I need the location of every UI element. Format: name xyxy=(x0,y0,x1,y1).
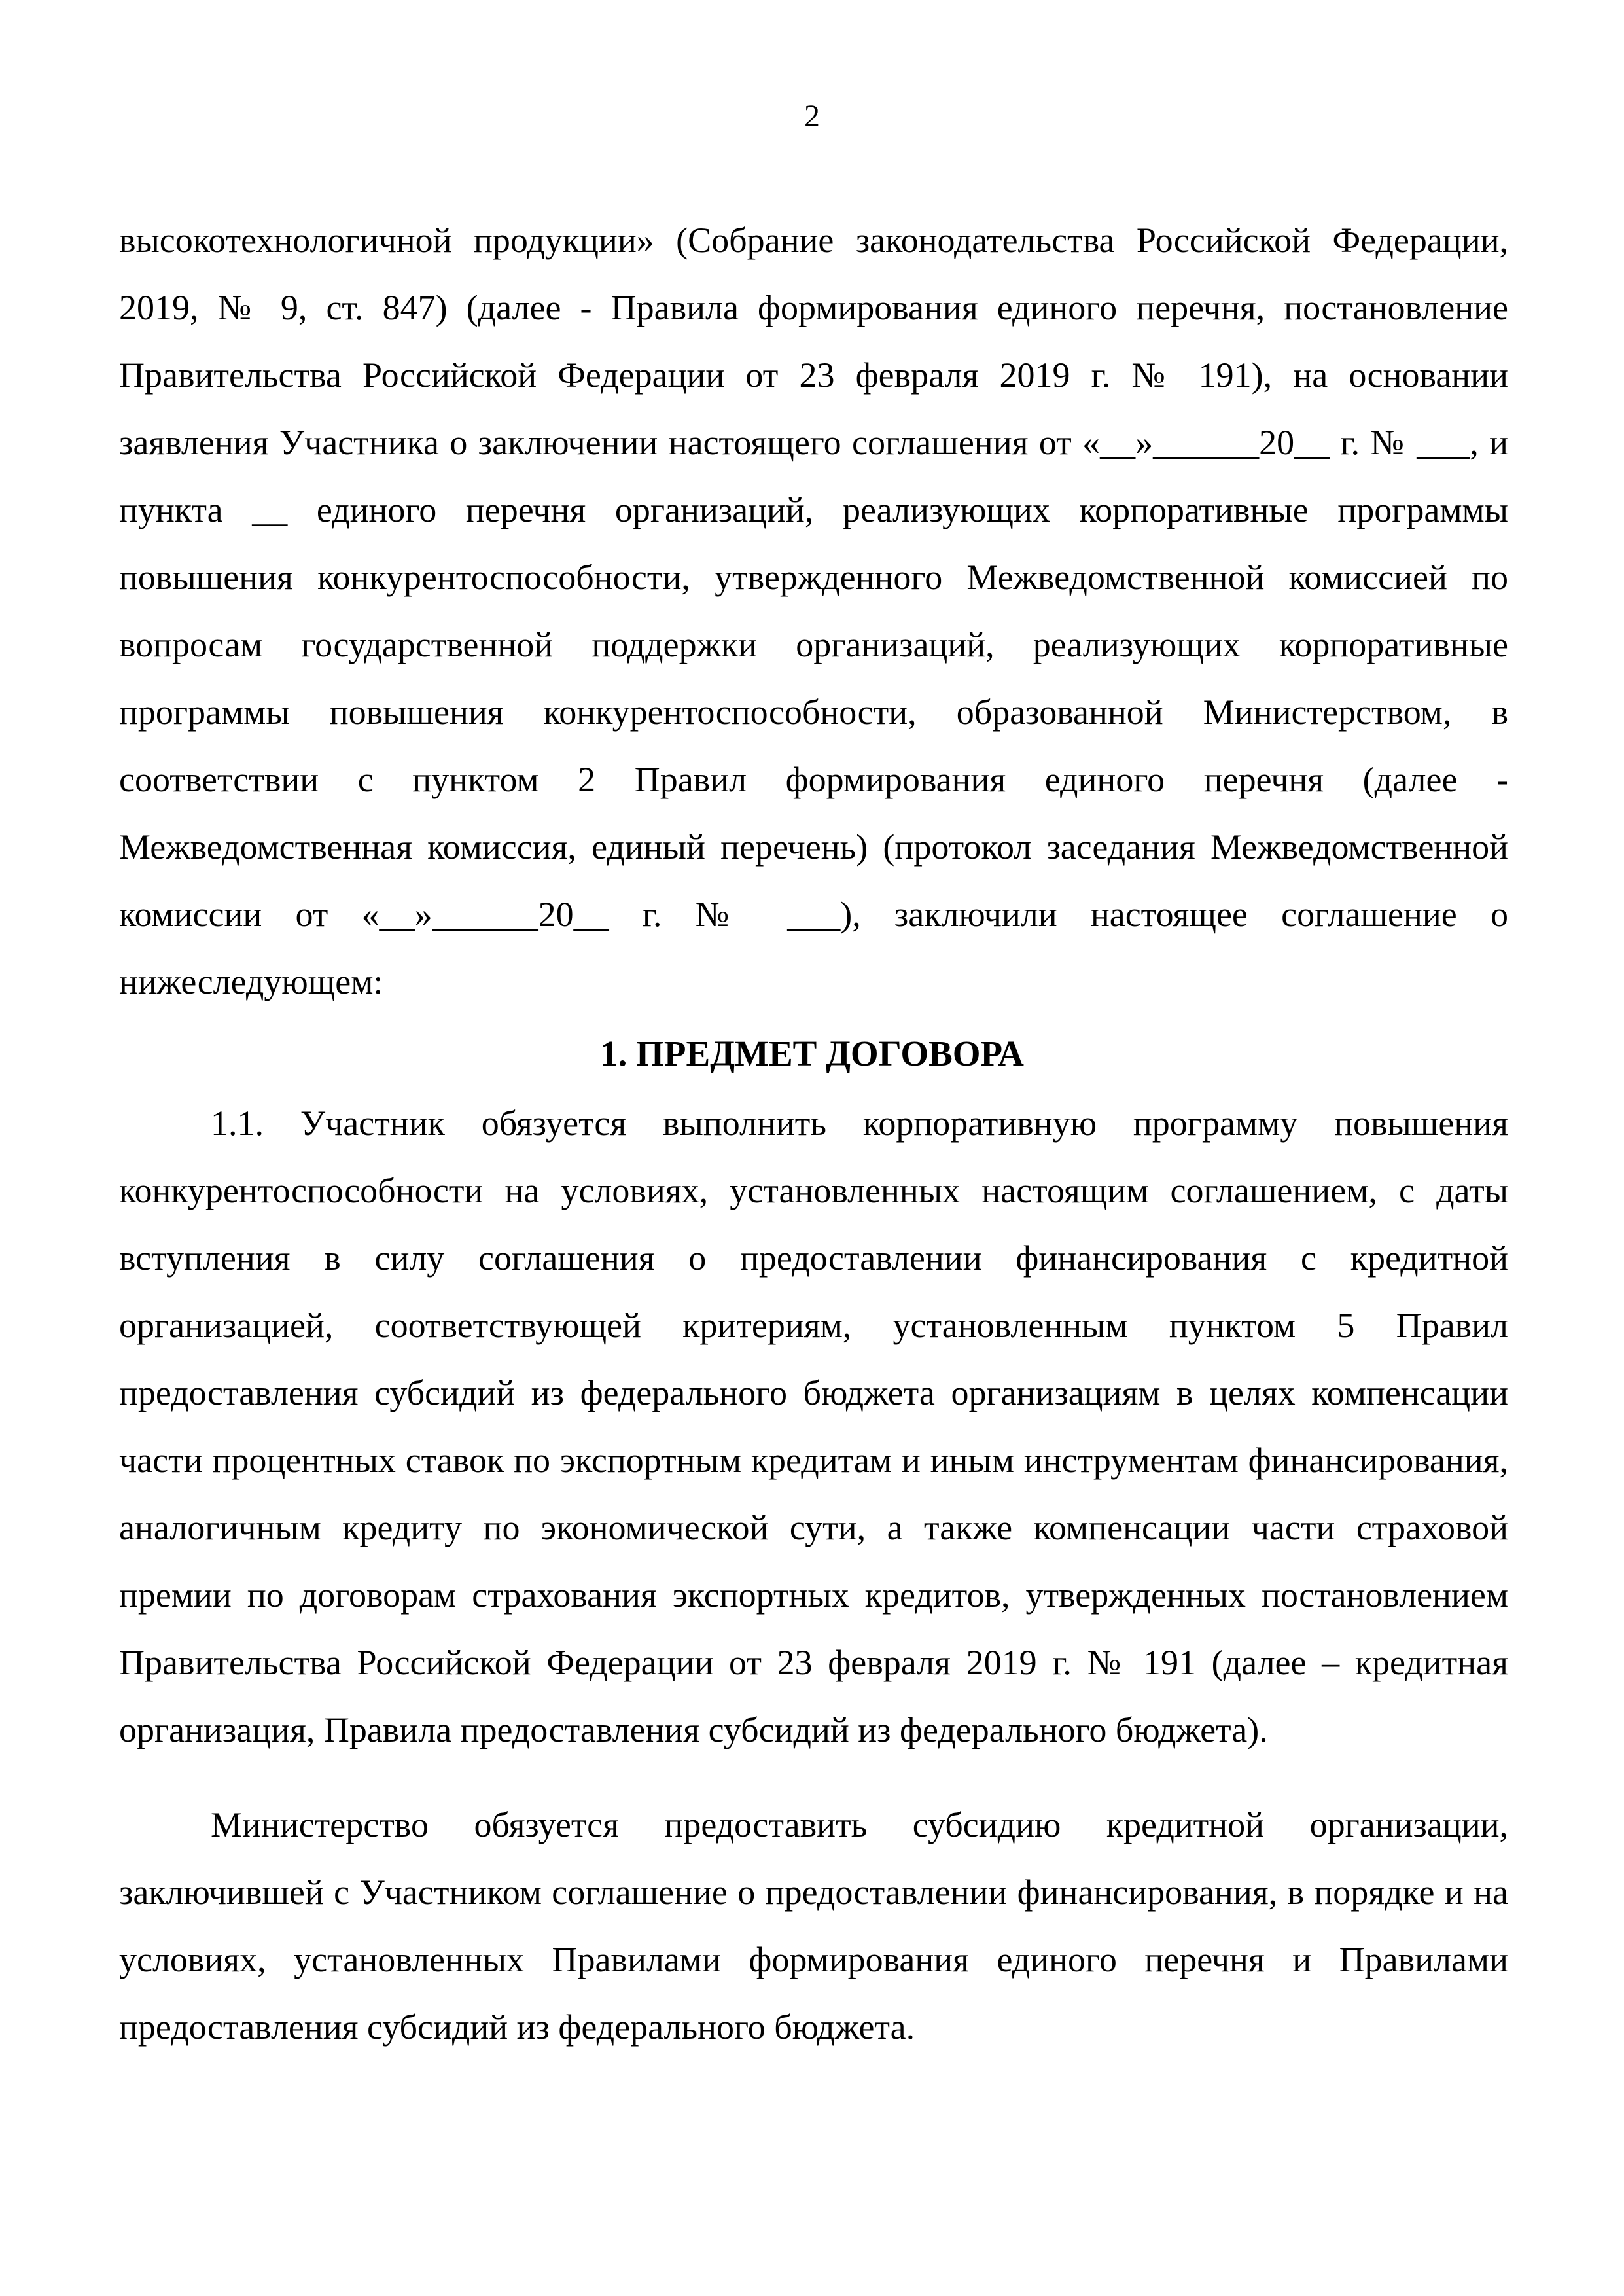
intro-paragraph: высокотехнологичной продукции» (Собрание законодательства Российской Федерации, 2019, № 9, ст. 847) (далее - Правила формирования единого перечня, постановление Правительства Российской Федерации от 23 февраля 2019 г. № 191), на основании заявления Участника о заключении настоящего соглашения от «__»______20__ г. № ___, и пункта __ единого перечня организаций, реализующих корпоративные программы повышения конкурентоспособности, утвержденного Межведомственной комиссией по вопросам государственной поддержки организаций, реализующих корпоративные программы повышения конкурентоспособности, образованной Министерством, в соответствии с пунктом 2 Правил формирования единого перечня (далее - Межведомственная комиссия, единый перечень) (протокол заседания Межведомственной комиссии от «__»______20__ г. № ___), заключили настоящее соглашение о нижеследующем: xyxy=(119,221,1508,1001)
section-body xyxy=(119,1090,1508,2061)
paragraph-1-1: 1.1. Участник обязуется выполнить корпоративную программу повышения конкурентоспособности на условиях, установленных настоящим соглашением, с даты вступления в силу соглашения о предоставлении финансирования с кредитной организацией, соответствующей критериям, установленным пунктом 5 Правил предоставления субсидий из федерального бюджета организациям в целях компенсации части процентных ставок по экспортным кредитам и иным инструментам финансирования, аналогичным кредиту по экономической сути, а также компенсации части страховой премии по договорам страхования экспортных кредитов, утвержденных постановлением Правительства Российской Федерации от 23 февраля 2019 г. № 191 (далее – кредитная организация, Правила предоставления субсидий из федерального бюджета). xyxy=(119,1103,1508,1749)
intro-section xyxy=(119,207,1508,1016)
paragraph-ministry-obligation: Министерство обязуется предоставить субсидию кредитной организации, заключившей с Участником соглашение о предоставлении финансирования, в порядке и на условиях, установленных Правилами формирования единого перечня и Правилами предоставления субсидий из федерального бюджета. xyxy=(119,1805,1508,2047)
page-number: 2 xyxy=(804,99,820,134)
section-heading: 1. ПРЕДМЕТ ДОГОВОРА xyxy=(600,1033,1024,1073)
